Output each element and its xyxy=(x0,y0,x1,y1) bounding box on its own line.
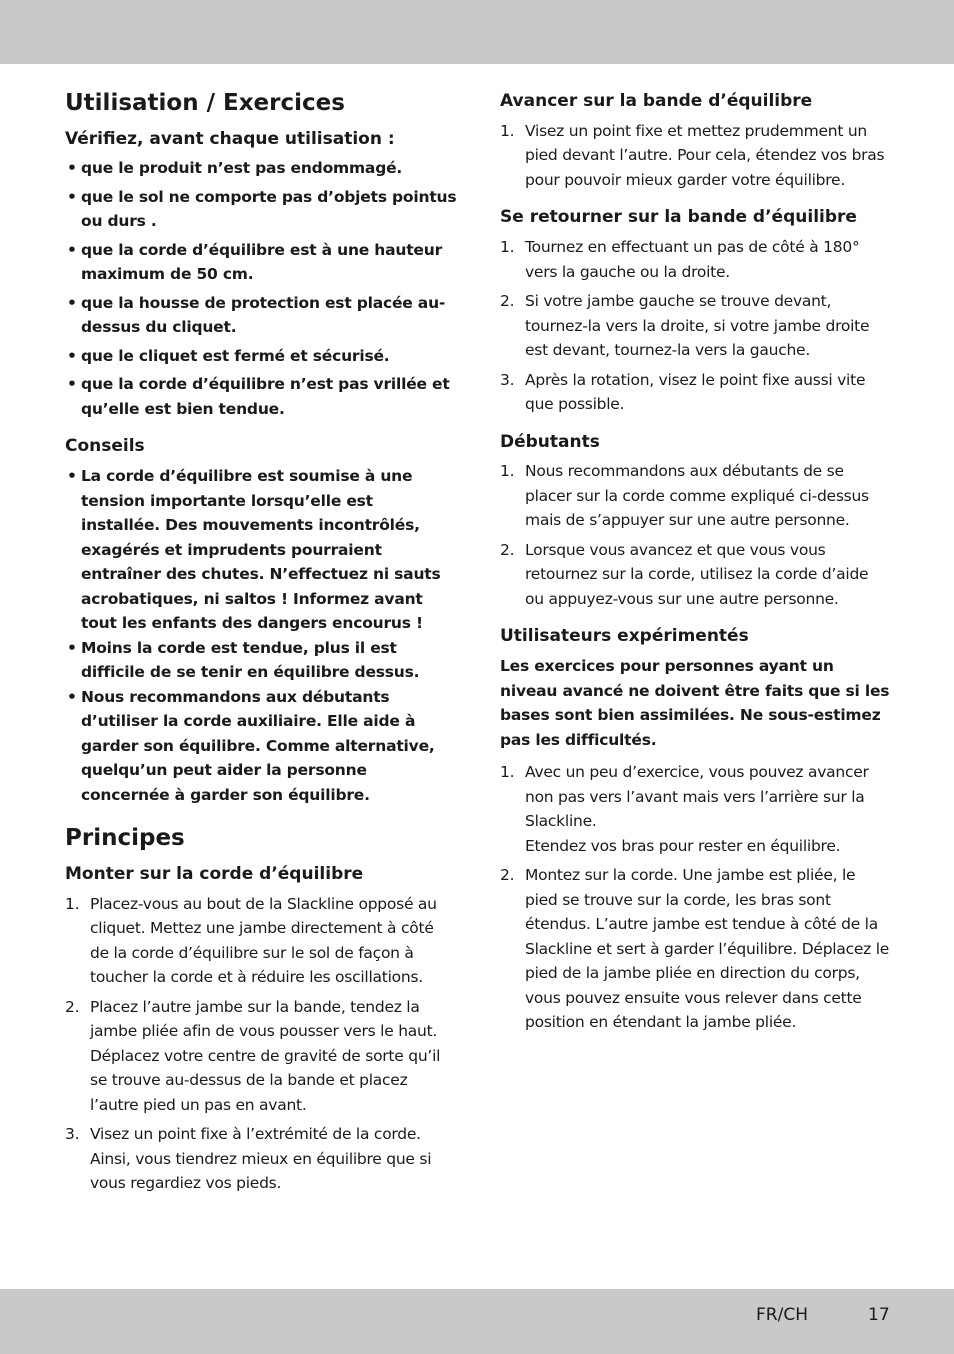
list-item: • que la corde d’équilibre est à une hauteur maximum de 50 cm. xyxy=(65,238,457,287)
avancer-steps xyxy=(500,119,890,193)
step-number: 1. xyxy=(65,894,80,913)
section-title-principes: Principes xyxy=(65,825,185,852)
header-band xyxy=(0,0,954,64)
step-text: Après la rotation, visez le point fixe aussi vite que possible. xyxy=(525,370,866,414)
list-item: • que la corde d’équilibre n’est pas vrillée et qu’elle est bien tendue. xyxy=(65,372,457,421)
retourner-steps xyxy=(500,235,890,417)
monter-heading: Monter sur la corde d’équilibre xyxy=(65,863,364,884)
list-item: • La corde d’équilibre est soumise à une tension importante lorsqu’elle est installée. Des mouvements incontrôlés, exagérés et imprudents pourraient entraîner des chutes. N’effectuez ni sauts acrobatiques, ni saltos ! Informez avant tout les enfants des dangers encourus ! xyxy=(65,464,457,636)
step-text: Nous recommandons aux débutants de se placer sur la corde comme expliqué ci-dessus mais de s’appuyer sur une autre personne. xyxy=(525,462,869,530)
list-item xyxy=(500,538,890,612)
experimentes-intro: Les exercices pour personnes ayant un niveau avancé ne doivent être faits que si les bases sont bien assimilées. Ne sous-estimez pas les difficultés. xyxy=(500,657,890,749)
check-list xyxy=(65,156,457,421)
list-item: • que le produit n’est pas endommagé. xyxy=(65,156,457,181)
list-item xyxy=(500,119,890,193)
step-number: 3. xyxy=(500,370,515,389)
list-item xyxy=(500,863,890,1035)
step-text: Si votre jambe gauche se trouve devant, tournez-la vers la droite, si votre jambe droite est devant, tournez-la vers la gauche. xyxy=(525,292,870,360)
step-number: 1. xyxy=(500,462,515,481)
step-number: 2. xyxy=(500,292,515,311)
step-number: 1. xyxy=(500,121,515,140)
list-item xyxy=(500,235,890,284)
list-item xyxy=(500,368,890,417)
conseils-list xyxy=(65,464,457,807)
debutants-steps xyxy=(500,459,890,611)
retourner-heading: Se retourner sur la bande d’équilibre xyxy=(500,207,857,228)
step-text: Visez un point fixe à l’extrémité de la corde. Ainsi, vous tiendrez mieux en équilibre que si vous regardiez vos pieds. xyxy=(90,1125,432,1193)
step-text: Placez l’autre jambe sur la bande, tendez la jambe pliée afin de vous pousser vers le haut. Déplacez votre centre de gravité de sorte qu’il se trouve au-dessus de la bande et placez l’autre pied un pas en avant. xyxy=(90,997,441,1114)
step-text: Avec un peu d’exercice, vous pouvez avancer non pas vers l’avant mais vers l’arrière sur la Slackline. xyxy=(525,763,869,831)
check-heading: Vérifiez, avant chaque utilisation : xyxy=(65,128,395,149)
list-item xyxy=(65,892,457,990)
step-text: Lorsque vous avancez et que vous vous retournez sur la corde, utilisez la corde d’aide ou appuyez-vous sur une autre personne. xyxy=(525,540,869,608)
list-item xyxy=(500,459,890,533)
page-number: 17 xyxy=(868,1305,890,1325)
list-item: • que la housse de protection est placée au-dessus du cliquet. xyxy=(65,291,457,340)
step-number: 2. xyxy=(65,997,80,1016)
avancer-heading: Avancer sur la bande d’équilibre xyxy=(500,91,813,111)
list-item xyxy=(500,289,890,363)
list-item: • que le sol ne comporte pas d’objets pointus ou durs . xyxy=(65,185,457,234)
list-item: • Nous recommandons aux débutants d’utiliser la corde auxiliaire. Elle aide à garder son équilibre. Comme alternative, quelqu’un peut aider la personne concernée à garder son équilibre. xyxy=(65,685,457,808)
step-number: 1. xyxy=(500,238,515,257)
left-column xyxy=(65,90,457,1201)
footer-band xyxy=(0,1289,954,1354)
monter-steps xyxy=(65,892,457,1196)
footer-language: FR/CH xyxy=(756,1305,808,1325)
experimentes-steps xyxy=(500,760,890,1035)
experimentes-heading: Utilisateurs expérimentés xyxy=(500,626,749,647)
right-column xyxy=(500,90,890,1040)
step-number: 2. xyxy=(500,540,515,559)
list-item xyxy=(500,760,890,858)
step-text: Placez-vous au bout de la Slackline opposé au cliquet. Mettez une jambe directement à côté de la corde d’équilibre sur le sol de façon à toucher la corde et à réduire les oscillations. xyxy=(90,894,437,987)
step-text: Visez un point fixe et mettez prudemment un pied devant l’autre. Pour cela, étendez vos bras pour pouvoir mieux garder votre équilibre. xyxy=(525,121,885,189)
step-number: 1. xyxy=(500,763,515,782)
conseils-heading: Conseils xyxy=(65,436,145,457)
step-number: 2. xyxy=(500,866,515,885)
list-item xyxy=(65,1122,457,1196)
list-item: • Moins la corde est tendue, plus il est difficile de se tenir en équilibre dessus. xyxy=(65,636,457,685)
list-item: • que le cliquet est fermé et sécurisé. xyxy=(65,344,457,369)
step-text: Tournez en effectuant un pas de côté à 180° vers la gauche ou la droite. xyxy=(525,238,860,281)
debutants-heading: Débutants xyxy=(500,431,600,452)
section-title-utilisation: Utilisation / Exercices xyxy=(65,90,345,116)
step-number: 3. xyxy=(65,1125,80,1144)
step-text: Montez sur la corde. Une jambe est pliée, le pied se trouve sur la corde, les bras sont étendus. L’autre jambe est tendue à côté de la Slackline et sert à garder l’équilibre. Déplacez le pied de la jambe pliée en direction du corps, vous pouvez ensuite vous relever dans cette position en étendant la jambe pliée. xyxy=(525,866,890,1032)
step-text-extra: Etendez vos bras pour rester en équilibre. xyxy=(525,836,841,855)
list-item xyxy=(65,995,457,1118)
